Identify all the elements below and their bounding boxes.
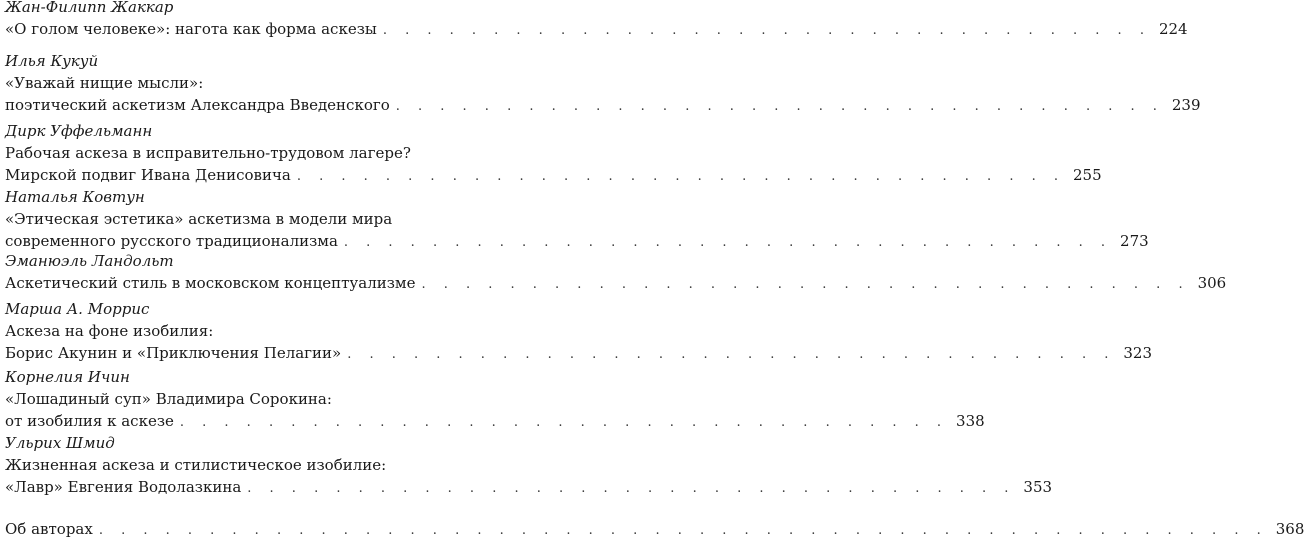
entry-title: «Этическая эстетика» аскетизма в модели мира	[5, 210, 393, 228]
entry-title: Жизненная аскеза и стилистическое изобилие:	[5, 456, 387, 474]
entry-title: Рабочая аскеза в исправительно-трудовом лагере?	[5, 144, 411, 162]
toc-entry	[5, 186, 1149, 254]
dot-leader: . . . . . . . . . . . . . . . . . . . . . . . . . . . . . . . . . . .	[347, 347, 1116, 362]
entry-author: Жан-Филипп Жаккар	[5, 0, 174, 16]
toc-entry	[5, 0, 1188, 42]
entry-title-line	[5, 476, 1053, 500]
entry-title: Об авторах	[5, 520, 93, 538]
toc-entry	[5, 298, 1152, 366]
entry-author: Эманюэль Ландольт	[5, 252, 174, 270]
entry-author: Наталья Ковтун	[5, 188, 145, 206]
entry-title-line	[5, 410, 985, 434]
dot-leader: . . . . . . . . . . . . . . . . . . . . . . . . . . . . . . . . . . .	[296, 169, 1065, 184]
entry-title: «О голом человеке»: нагота как форма аскезы	[5, 20, 377, 38]
entry-title-line	[5, 518, 1304, 542]
page-number: 255	[1072, 166, 1102, 184]
toc-entry	[5, 366, 985, 434]
entry-title-line	[5, 94, 1201, 118]
page-number: 368	[1275, 520, 1304, 538]
page-number: 239	[1171, 96, 1201, 114]
entry-title: Мирской подвиг Ивана Денисовича	[5, 166, 291, 184]
entry-title-line	[5, 342, 1152, 366]
page-number: 224	[1158, 20, 1188, 38]
entry-title: Аскеза на фоне изобилия:	[5, 322, 214, 340]
toc-entry	[5, 250, 1227, 296]
dot-leader: . . . . . . . . . . . . . . . . . . . . . . . . . . . . . . . . . . .	[395, 99, 1164, 114]
entry-title: от изобилия к аскезе	[5, 412, 174, 430]
dot-leader: . . . . . . . . . . . . . . . . . . . . . . . . . . . . . . . . . . .	[179, 415, 949, 430]
entry-title: «Лошадиный суп» Владимира Сорокина:	[5, 390, 332, 408]
entry-author: Ульрих Шмид	[5, 434, 115, 452]
entry-title: «Лавр» Евгения Водолазкина	[5, 478, 242, 496]
page-number: 338	[956, 412, 985, 430]
dot-leader: . . . . . . . . . . . . . . . . . . . . . . . . . . . . . . . . . . .	[421, 277, 1190, 292]
toc-entry-about-authors	[5, 518, 1304, 542]
dot-leader: . . . . . . . . . . . . . . . . . . . . . . . . . . . . . . . . . . . . . . . . . . . . . . . . . . . . .	[98, 523, 1268, 538]
page-number: 353	[1023, 478, 1053, 496]
entry-author: Корнелия Ичин	[5, 368, 130, 386]
entry-title: «Уважай нищие мысли»:	[5, 74, 204, 92]
entry-title: Аскетический стиль в московском концептуализме	[5, 274, 416, 292]
dot-leader: . . . . . . . . . . . . . . . . . . . . . . . . . . . . . . . . . . .	[382, 23, 1151, 38]
dot-leader: . . . . . . . . . . . . . . . . . . . . . . . . . . . . . . . . . . .	[343, 235, 1113, 250]
entry-author: Дирк Уффельманн	[5, 122, 153, 140]
entry-title: Борис Акунин и «Приключения Пелагии»	[5, 344, 342, 362]
entry-title-line	[5, 272, 1227, 296]
toc-entry	[5, 432, 1053, 500]
page-number: 273	[1120, 232, 1149, 250]
toc-entry	[5, 50, 1201, 118]
dot-leader: . . . . . . . . . . . . . . . . . . . . . . . . . . . . . . . . . . .	[247, 481, 1016, 496]
entry-title-line	[5, 164, 1102, 188]
page-number: 306	[1197, 274, 1227, 292]
entry-author: Марша А. Моррис	[5, 300, 150, 318]
entry-title-line	[5, 18, 1188, 42]
entry-title: поэтический аскетизм Александра Введенского	[5, 96, 390, 114]
entry-title: современного русского традиционализма	[5, 232, 338, 250]
entry-author: Илья Кукуй	[5, 52, 99, 70]
toc-entry	[5, 120, 1102, 188]
page-number: 323	[1123, 344, 1152, 362]
